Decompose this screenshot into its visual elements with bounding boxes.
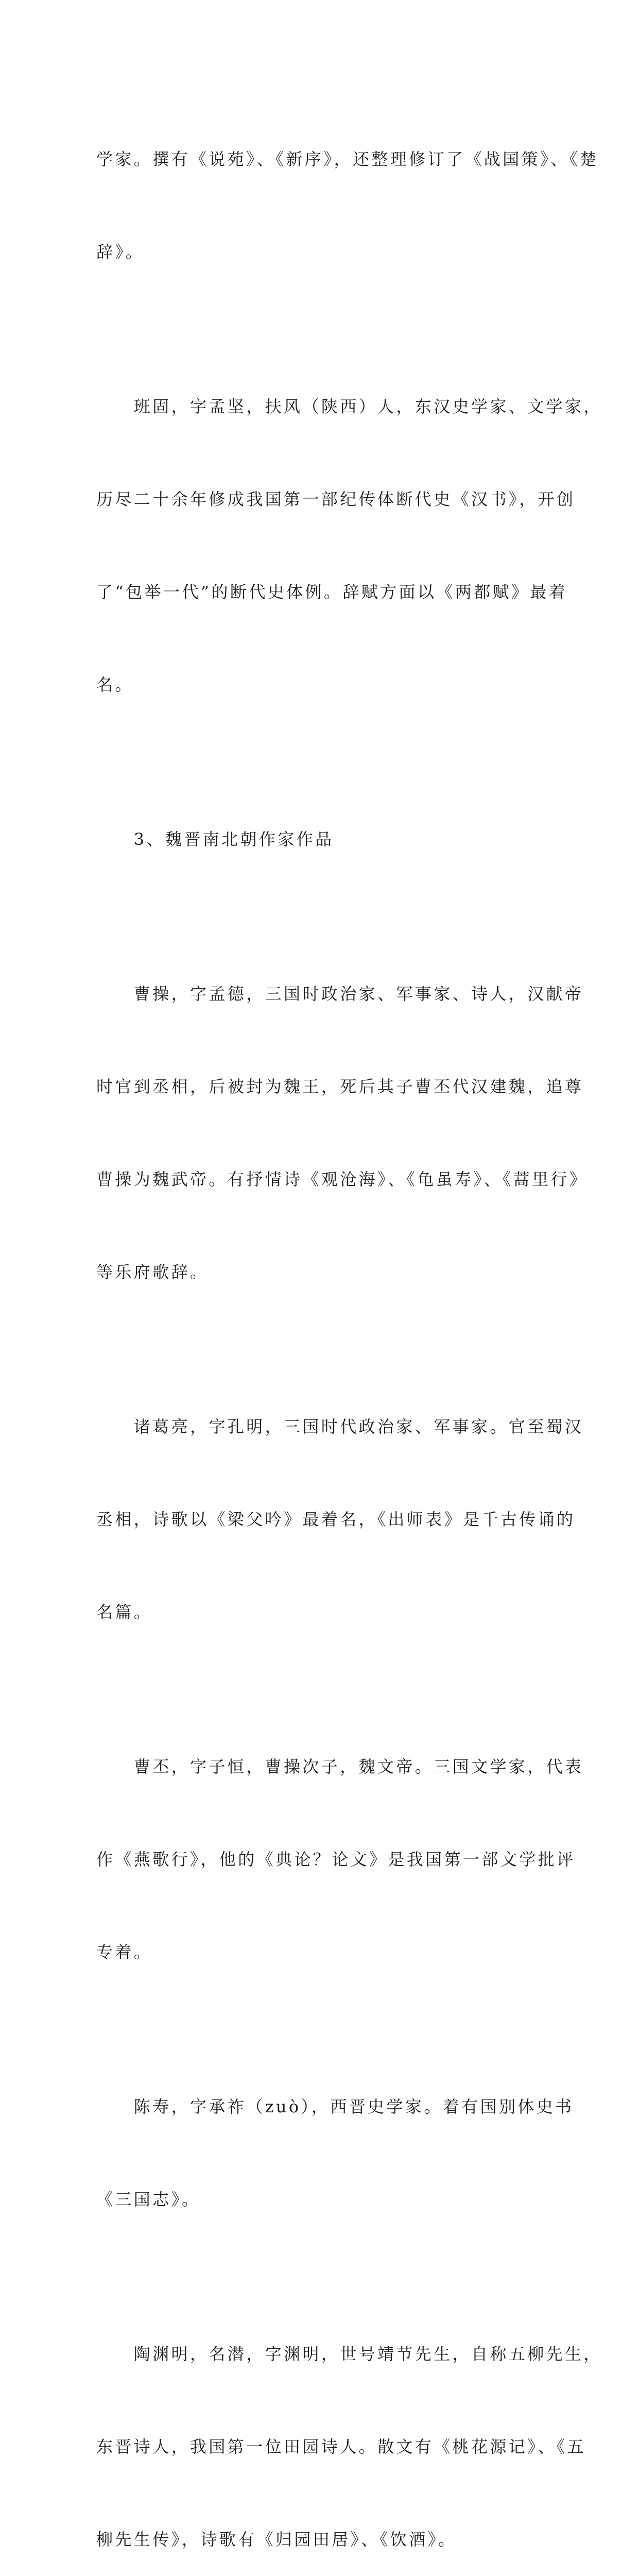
text-line: 陈寿，字承祚（zuò），西晋史学家。着有国别体史书 [96, 2097, 574, 2116]
paragraph-cao-cao [96, 917, 589, 1349]
text-line: 曹操为魏武帝。有抒情诗《观沧海》、《龟虽寿》、《蒿里行》 [96, 1170, 589, 1189]
paragraph-chen-shou [96, 2029, 574, 2277]
section-heading [96, 762, 549, 917]
text-line: 曹操，字孟德，三国时政治家、军事家、诗人，汉献帝 [96, 984, 584, 1004]
text-line: 陶渊明，名潜，字渊明，世号靖节先生，自称五柳先生， [96, 2344, 602, 2364]
paragraph-zhuge-liang [96, 1349, 584, 1689]
text-line: 历尽二十余年修成我国第一部纪传体断代史《汉书》，开创 [96, 489, 576, 509]
text-line: 专着。 [96, 1942, 153, 1962]
text-line: 了“包举一代”的断代史体例。辞赋方面以《两都赋》最着 [96, 582, 568, 602]
text-line: 诸葛亮，字孔明，三国时代政治家、军事家。官至蜀汉 [96, 1417, 584, 1436]
text-line: 作《燕歌行》，他的《典论？论文》是我国第一部文学批评 [96, 1850, 576, 1869]
document-body [96, 82, 602, 2576]
text-line: 丞相，诗歌以《梁父吟》最着名，《出师表》是千古传诵的 [96, 1510, 576, 1529]
text-line: 辞》。 [96, 242, 145, 262]
text-line: 班固，字孟坚，扶风（陕西）人，东汉史学家、文学家， [96, 397, 602, 416]
paragraph-cao-pi [96, 1689, 584, 2029]
text-line: 时官到丞相，后被封为魏王，死后其子曹丕代汉建魏，追尊 [96, 1077, 584, 1096]
text-line: 3、魏晋南北朝作家作品 [96, 829, 334, 849]
paragraph-liu-xiang-tail [96, 82, 599, 329]
text-line: 《三国志》。 [96, 2190, 201, 2209]
text-line: 名篇。 [96, 1602, 153, 1622]
text-line: 学家。撰有《说苑》、《新序》，还整理修订了《战国策》、《楚 [96, 149, 599, 169]
paragraph-tao-yuanming [96, 2277, 602, 2576]
text-line: 曹丕，字子恒，曹操次子，魏文帝。三国文学家，代表 [96, 1757, 584, 1776]
paragraph-ban-gu [96, 329, 602, 762]
text-line: 柳先生传》，诗歌有《归园田居》、《饮酒》。 [96, 2530, 457, 2549]
text-line: 等乐府歌辞。 [96, 1262, 209, 1282]
text-line: 名。 [96, 675, 134, 694]
text-line: 东晋诗人，我国第一位田园诗人。散文有《桃花源记》、《五 [96, 2437, 586, 2456]
